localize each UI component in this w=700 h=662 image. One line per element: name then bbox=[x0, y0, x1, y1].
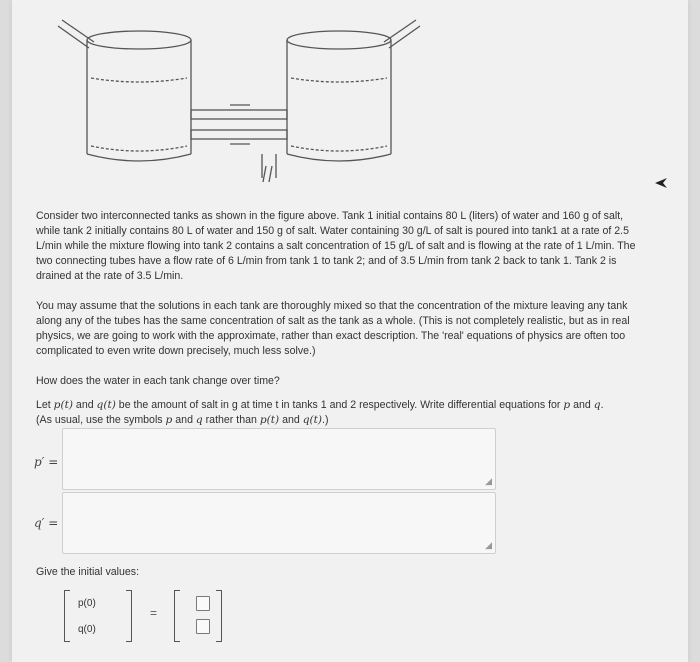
assumption-paragraph: You may assume that the solutions in each tank are thoroughly mixed so that the concentration of the mixture leaving any tank along any of the tubes has the same concentration of salt as the tank as a whole. (This is not completely realistic, but as in real physics, we are going to work with the approximate, rather than exact description. The 'real' equations of physics are often too complicated to even write down precisely, much less solve.) bbox=[36, 300, 630, 357]
right-bracket bbox=[216, 590, 222, 642]
left-bracket bbox=[64, 590, 70, 642]
p-prime-input[interactable] bbox=[62, 428, 496, 490]
p0-input[interactable] bbox=[196, 596, 210, 611]
instruction-text: Let p(t) and q(t) be the amount of salt in g at time t in tanks 1 and 2 respectively. Write differential equations for p and q. (As usual, use the symbols p and q rather than p(t) and q(t).) bbox=[36, 399, 604, 426]
resize-grip-icon[interactable]: ◢ bbox=[485, 477, 492, 487]
initial-vector-inputs bbox=[174, 590, 222, 644]
p-prime-label: p′ = bbox=[34, 455, 59, 469]
resize-grip-icon[interactable]: ◢ bbox=[485, 541, 492, 551]
q0-label: q(0) bbox=[78, 624, 96, 635]
tank1-top bbox=[87, 31, 191, 49]
question-sheet bbox=[12, 0, 688, 662]
question-text: How does the water in each tank change over time? bbox=[36, 375, 280, 387]
mouse-cursor-icon bbox=[654, 177, 668, 189]
initial-vector-labels bbox=[64, 590, 136, 644]
problem-description: Consider two interconnected tanks as shown in the figure above. Tank 1 initial contains 80 L (liters) of water and 160 g of salt, while tank 2 initially contains 80 L of water and 150 g of salt. Water containing 30 g/L of salt is poured into tank1 at a rate of 2.5 L/min while the mixture flowing into tank 2 contains a salt concentration of 15 g/L of salt and is flowing at the rate of 1 L/min. The two connecting tubes have a flow rate of 6 L/min from tank 1 to tank 2; and of 3.5 L/min from tank 2 back to tank 1. Tank 2 is drained at the rate of 3.5 L/min. bbox=[36, 210, 636, 282]
two-tank-figure bbox=[44, 6, 444, 196]
right-bracket bbox=[126, 590, 132, 642]
equals-sign: = bbox=[150, 606, 158, 620]
initial-values-label: Give the initial values: bbox=[36, 566, 140, 578]
q-prime-label: q′ = bbox=[34, 516, 59, 530]
left-bracket bbox=[174, 590, 180, 642]
p0-label: p(0) bbox=[78, 598, 96, 609]
q-prime-input[interactable] bbox=[62, 492, 496, 554]
tank2-top bbox=[287, 31, 391, 49]
q0-input[interactable] bbox=[196, 619, 210, 634]
